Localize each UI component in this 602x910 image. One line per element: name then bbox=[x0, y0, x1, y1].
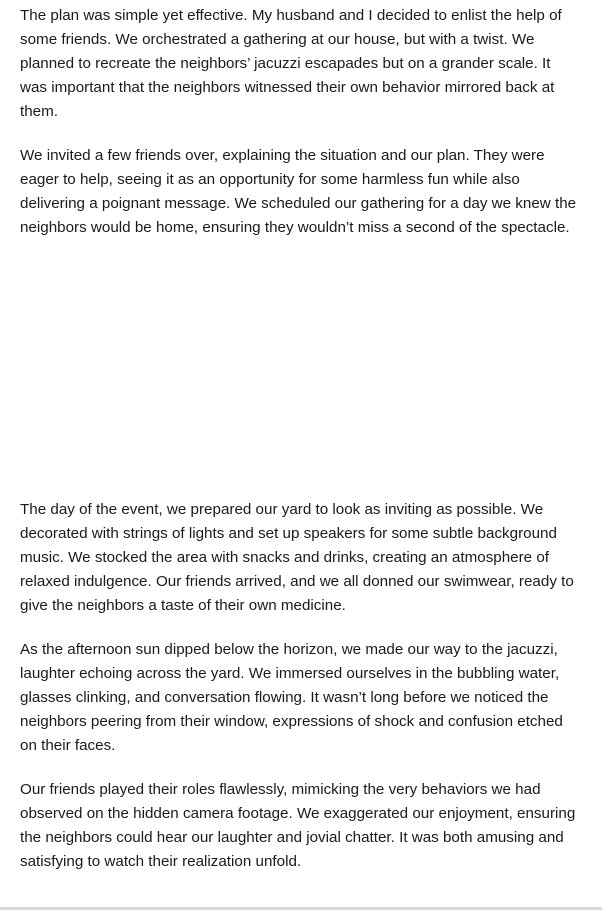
paragraph-spacer bbox=[20, 618, 580, 638]
article-body bbox=[20, 4, 580, 874]
blank-ad-space bbox=[20, 240, 580, 498]
paragraph-spacer bbox=[20, 758, 580, 778]
article-paragraph-4: As the afternoon sun dipped below the horizon, we made our way to the jacuzzi, laughter echoing across the yard. We immersed ourselves in the bubbling water, glasses clinking, and conversation flowing. It wasn’t long before we noticed the neighbors peering from their window, expressions of shock and confusion etched on their faces. bbox=[20, 641, 563, 754]
article-paragraph-1: The plan was simple yet effective. My husband and I decided to enlist the help of some friends. We orchestrated a gathering at our house, but with a twist. We planned to recreate the neighbors’ jacuzzi escapades but on a grander scale. It was important that the neighbors witnessed their own behavior mirrored back at them. bbox=[20, 7, 562, 120]
article-paragraph-2: We invited a few friends over, explaining the situation and our plan. They were eager to help, seeing it as an opportunity for some harmless fun while also delivering a poignant message. We scheduled our gathering for a day we knew the neighbors would be home, ensuring they wouldn’t miss a second of the spectacle. bbox=[20, 147, 577, 236]
article-paragraph-3: The day of the event, we prepared our yard to look as inviting as possible. We decorated with strings of lights and set up speakers for some subtle background music. We stocked the area with snacks and drinks, creating an atmosphere of relaxed indulgence. Our friends arrived, and we all donned our swimwear, ready to give the neighbors a taste of their own medicine. bbox=[20, 501, 574, 614]
article-paragraph-5: Our friends played their roles flawlessly, mimicking the very behaviors we had observed on the hidden camera footage. We exaggerated our enjoyment, ensuring the neighbors could hear our laughter and jovial chatter. It was both amusing and satisfying to watch their realization unfold. bbox=[20, 781, 576, 870]
paragraph-spacer bbox=[20, 124, 580, 144]
